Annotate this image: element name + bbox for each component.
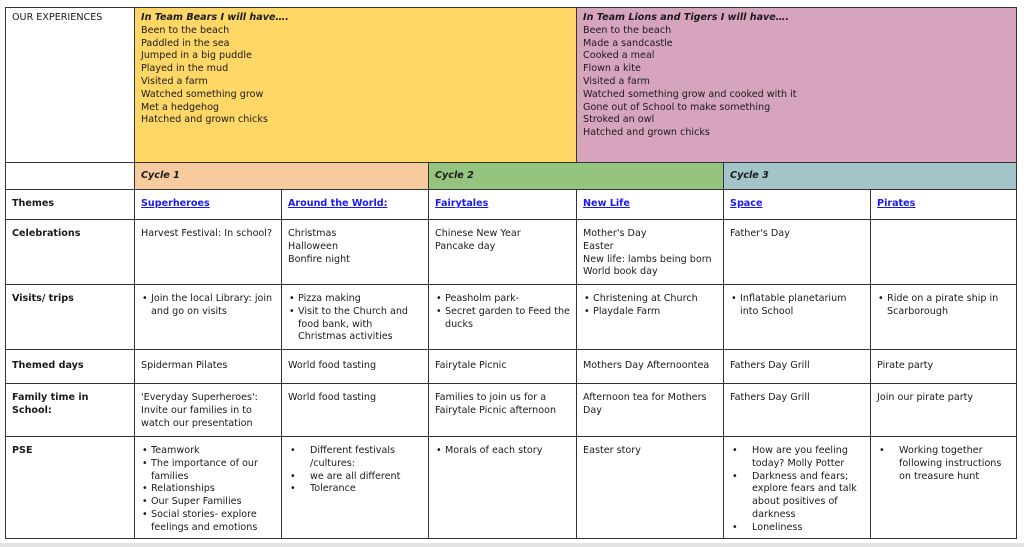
- lions-item: Cooked a meal: [583, 50, 655, 62]
- lions-item: Visited a farm: [583, 75, 650, 87]
- team-bears-cell: [135, 8, 577, 163]
- visit-item: • Peasholm park-: [445, 293, 570, 306]
- theme-cell: [282, 190, 429, 220]
- lions-item: Been to the beach: [583, 24, 672, 36]
- visits-cell: [429, 285, 577, 350]
- themed-days-row: [6, 350, 1017, 384]
- visits-list: [141, 293, 275, 319]
- celebrations-cell: [724, 220, 871, 285]
- visits-cell: [724, 285, 871, 350]
- pse-item: • The importance of our families: [151, 458, 275, 484]
- visits-list: [288, 293, 422, 344]
- theme-link-space[interactable]: Space: [730, 198, 763, 210]
- bears-item: Watched something grow: [141, 88, 264, 100]
- visit-item: • Secret garden to Feed the ducks: [445, 306, 570, 332]
- bears-item: Hatched and grown chicks: [141, 114, 268, 126]
- lions-item: Flown a kite: [583, 63, 641, 75]
- theme-cell: [871, 190, 1017, 220]
- celebration-item: Harvest Festival: In school?: [141, 228, 273, 239]
- pse-item: • Tolerance: [310, 483, 422, 496]
- celebration-item: Pancake day: [435, 240, 496, 252]
- themed-days-label: Themed days: [6, 350, 135, 384]
- pse-list: [730, 445, 864, 535]
- experiences-row: [6, 8, 1017, 163]
- visits-list: [877, 293, 1010, 319]
- pse-item: • Our Super Families: [151, 496, 275, 509]
- themes-label: Themes: [6, 190, 135, 220]
- celebrations-cell: [135, 220, 282, 285]
- family-time-cell: Families to join us for a Fairytale Picnic afternoon: [429, 384, 577, 437]
- visit-item: • Christening at Church: [593, 293, 717, 306]
- bears-item: Visited a farm: [141, 75, 208, 87]
- page-bottom-edge: [0, 543, 1024, 547]
- themes-row: [6, 190, 1017, 220]
- theme-link-pirates[interactable]: Pirates: [877, 198, 916, 210]
- visits-list: [730, 293, 864, 319]
- pse-item: • we are all different: [310, 471, 422, 484]
- celebration-item: Bonfire night: [288, 253, 350, 265]
- theme-link-superheroes[interactable]: Superheroes: [141, 198, 210, 210]
- family-time-cell: 'Everyday Superheroes': Invite our families in to watch our presentation: [135, 384, 282, 437]
- team-lions-heading: In Team Lions and Tigers I will have….: [583, 12, 790, 23]
- themed-day-cell: World food tasting: [282, 350, 429, 384]
- cycle-3-label: Cycle 3: [730, 169, 769, 181]
- visit-item: • Ride on a pirate ship in Scarborough: [887, 293, 1010, 319]
- celebration-item: Mother's Day: [583, 228, 647, 239]
- theme-link-fairytales[interactable]: Fairytales: [435, 198, 489, 210]
- visits-cell: [871, 285, 1017, 350]
- family-time-label: Family time in School:: [6, 384, 135, 437]
- pse-row: [6, 437, 1017, 539]
- theme-cell: [135, 190, 282, 220]
- pse-item: • Teamwork: [151, 445, 275, 458]
- pse-cell: [724, 437, 871, 539]
- cycle-1-label: Cycle 1: [141, 169, 180, 181]
- pse-label: PSE: [6, 437, 135, 539]
- pse-item: • Working together following instructions on treasure hunt: [899, 445, 1010, 483]
- bears-item: Played in the mud: [141, 63, 229, 75]
- cycle-1-header: [135, 163, 429, 190]
- cycle-row-blank: [6, 163, 135, 190]
- celebrations-cell-empty: [871, 220, 1017, 285]
- visit-item: • Visit to the Church and food bank, with Christmas activities: [298, 306, 422, 344]
- celebrations-cell: [577, 220, 724, 285]
- pse-cell: [429, 437, 577, 539]
- celebration-item: Easter: [583, 240, 614, 252]
- lions-item: Watched something grow and cooked with it: [583, 88, 797, 100]
- visits-list: [435, 293, 570, 331]
- theme-link-new-life[interactable]: New Life: [583, 198, 630, 210]
- family-time-row: [6, 384, 1017, 437]
- lions-item: Hatched and grown chicks: [583, 127, 710, 139]
- cycle-3-header: [724, 163, 1017, 190]
- pse-item: • Morals of each story: [445, 445, 570, 458]
- bears-item: Jumped in a big puddle: [141, 50, 252, 62]
- team-bears-heading: In Team Bears I will have….: [141, 12, 289, 23]
- themed-day-cell: Mothers Day Afternoontea: [577, 350, 724, 384]
- theme-cell: [577, 190, 724, 220]
- pse-cell: Easter story: [577, 437, 724, 539]
- pse-item: • Different festivals /cultures:: [310, 445, 422, 471]
- bears-item: Met a hedgehog: [141, 101, 220, 113]
- pse-list: [435, 445, 570, 458]
- family-time-cell: World food tasting: [282, 384, 429, 437]
- theme-cell: [724, 190, 871, 220]
- visits-cell: [282, 285, 429, 350]
- pse-cell: [871, 437, 1017, 539]
- pse-list: [288, 445, 422, 496]
- family-time-cell: Join our pirate party: [871, 384, 1017, 437]
- bears-item: Been to the beach: [141, 24, 230, 36]
- celebrations-cell: [429, 220, 577, 285]
- pse-list: [877, 445, 1010, 483]
- celebrations-cell: [282, 220, 429, 285]
- cycle-row: [6, 163, 1017, 190]
- celebration-item: Chinese New Year: [435, 228, 521, 239]
- family-time-cell: Afternoon tea for Mothers Day: [577, 384, 724, 437]
- family-time-cell: Fathers Day Grill: [724, 384, 871, 437]
- cycle-2-label: Cycle 2: [435, 169, 474, 181]
- celebration-item: New life: lambs being born: [583, 253, 712, 265]
- pse-item: • Loneliness: [752, 522, 864, 535]
- experiences-label: OUR EXPERIENCES: [6, 8, 135, 163]
- pse-item: • Social stories- explore feelings and emotions: [151, 509, 275, 535]
- celebration-item: World book day: [583, 266, 658, 278]
- celebration-item: Father's Day: [730, 228, 790, 239]
- curriculum-plan-table: [5, 7, 1017, 539]
- lions-item: Gone out of School to make something: [583, 101, 771, 113]
- visits-cell: [135, 285, 282, 350]
- visit-item: • Pizza making: [298, 293, 422, 306]
- visits-list: [583, 293, 717, 319]
- theme-link-around-the-world[interactable]: Around the World:: [288, 198, 388, 210]
- pse-cell: [282, 437, 429, 539]
- themed-day-cell: Fairytale Picnic: [429, 350, 577, 384]
- pse-item: • How are you feeling today? Molly Potter: [752, 445, 864, 471]
- pse-list: [141, 445, 275, 535]
- celebrations-row: [6, 220, 1017, 285]
- visit-item: • Join the local Library: join and go on visits: [151, 293, 275, 319]
- visits-row: [6, 285, 1017, 350]
- visits-label: Visits/ trips: [6, 285, 135, 350]
- lions-item: Stroked an owl: [583, 114, 655, 126]
- themed-day-cell: Fathers Day Grill: [724, 350, 871, 384]
- theme-cell: [429, 190, 577, 220]
- pse-item: • Relationships: [151, 483, 275, 496]
- cycle-2-header: [429, 163, 724, 190]
- celebrations-label: Celebrations: [6, 220, 135, 285]
- visit-item: • Playdale Farm: [593, 306, 717, 319]
- pse-item: • Darkness and fears; explore fears and talk about positives of darkness: [752, 471, 864, 522]
- themed-day-cell: Pirate party: [871, 350, 1017, 384]
- bears-item: Paddled in the sea: [141, 37, 230, 49]
- team-lions-tigers-cell: [577, 8, 1017, 163]
- celebration-item: Christmas: [288, 228, 337, 239]
- lions-item: Made a sandcastle: [583, 37, 673, 49]
- visit-item: • Inflatable planetarium into School: [740, 293, 864, 319]
- pse-cell: [135, 437, 282, 539]
- celebration-item: Halloween: [288, 240, 339, 252]
- themed-day-cell: Spiderman Pilates: [135, 350, 282, 384]
- visits-cell: [577, 285, 724, 350]
